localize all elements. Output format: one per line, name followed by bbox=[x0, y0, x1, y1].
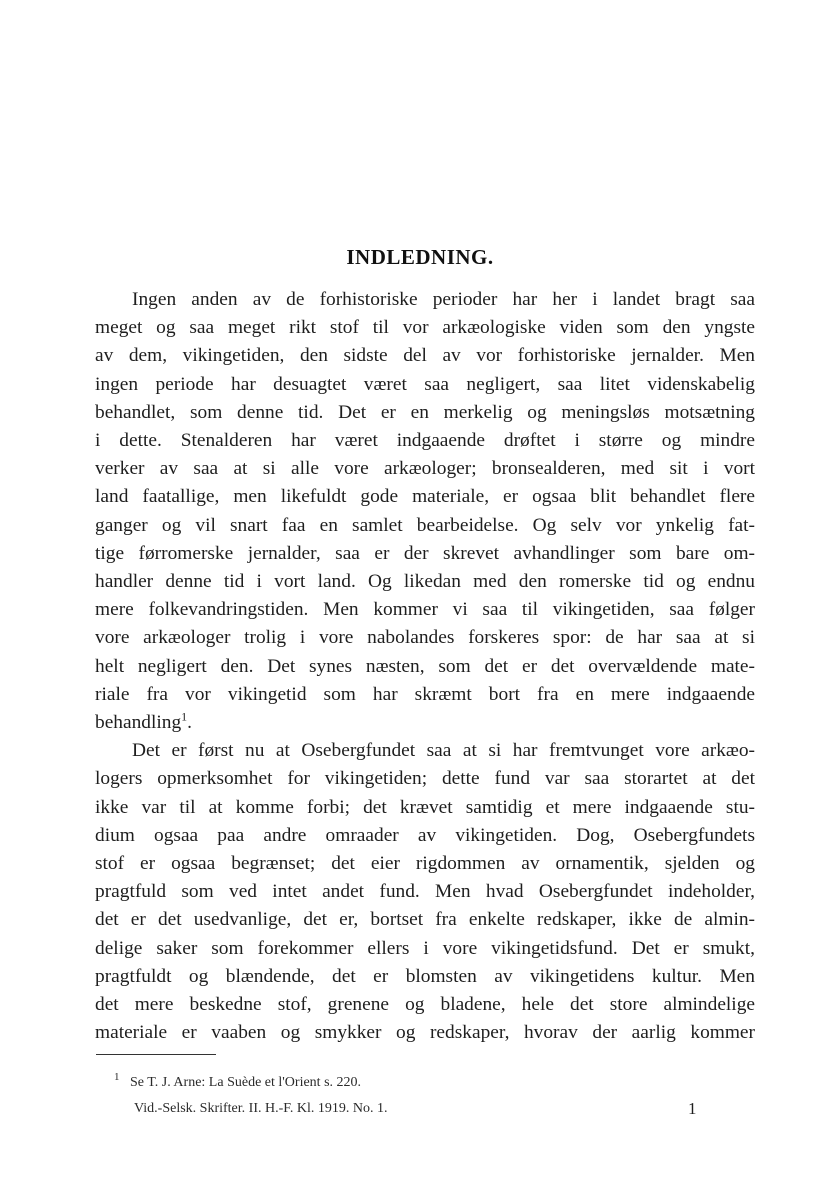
text-line bbox=[95, 512, 755, 540]
footnote: 1 Se T. J. Arne: La Suède et l'Orient s. 220. bbox=[114, 1071, 362, 1090]
text-line bbox=[95, 371, 755, 399]
text-line-content: dium ogsaa paa andre omraader av vikingetiden. Dog, Osebergfundets bbox=[95, 824, 755, 846]
text-line bbox=[95, 794, 755, 822]
text-line bbox=[95, 963, 755, 991]
text-line-content: pragtfuldt og blændende, det er blomsten av vikingetidens kultur. Men bbox=[95, 965, 755, 987]
footnote-text: Se T. J. Arne: La Suède et l'Orient s. 220. bbox=[130, 1075, 362, 1090]
text-line bbox=[95, 765, 755, 793]
text-line-content: behandling bbox=[95, 712, 182, 733]
text-line bbox=[95, 399, 755, 427]
text-line bbox=[95, 681, 755, 709]
text-line bbox=[95, 822, 755, 850]
text-line-content: ganger og vil snart faa en samlet bearbeidelse. Og selv vor ynkelig fat- bbox=[95, 514, 755, 536]
text-line bbox=[95, 455, 755, 483]
text-line-content: behandlet, som denne tid. Det er en merkelig og meningsløs motsætning bbox=[95, 401, 755, 423]
text-line bbox=[132, 286, 755, 314]
text-line bbox=[95, 427, 755, 455]
text-line bbox=[95, 935, 755, 963]
text-line bbox=[95, 568, 755, 596]
text-line-content: pragtfuld som ved intet andet fund. Men hvad Osebergfundet indeholder, bbox=[95, 881, 755, 903]
text-line bbox=[132, 737, 755, 765]
text-line bbox=[95, 878, 755, 906]
chapter-heading: INDLEDNING. bbox=[346, 245, 494, 269]
text-line-content: av dem, vikingetiden, den sidste del av vor forhistoriske jernalder. Men bbox=[95, 345, 755, 367]
text-line-content: ikke var til at komme forbi; det krævet samtidig et mere indgaaende stu- bbox=[95, 796, 755, 818]
text-line bbox=[95, 540, 755, 568]
text-line-content: logers opmerksomhet for vikingetiden; dette fund var saa storartet at det bbox=[95, 768, 755, 790]
text-line-content: det mere beskedne stof, grenene og bladene, hele det store almindelige bbox=[95, 994, 755, 1015]
text-line bbox=[95, 342, 755, 370]
text-line-content: i dette. Stenalderen har været indgaaende drøftet i større og mindre bbox=[95, 430, 755, 451]
text-line bbox=[95, 991, 755, 1019]
text-line bbox=[95, 483, 755, 511]
text-line: behandling$^1$. bbox=[95, 709, 193, 733]
text-line-content: delige saker som forekommer ellers i vore vikingetidsfund. Det er smukt, bbox=[95, 937, 755, 959]
text-line-content: verker av saa at si alle vore arkæologer; bronsealderen, med sit i vort bbox=[95, 458, 755, 480]
page-number: 1 bbox=[688, 1099, 697, 1118]
text-line-content: helt negligert den. Det synes næsten, som det er det overvældende mate- bbox=[95, 655, 755, 677]
text-line-content: stof er ogsaa begrænset; det eier rigdommen av ornamentik, sjelden og bbox=[95, 853, 755, 874]
text-line-content: ingen periode har desuagtet været saa negligert, saa litet videnskabelig bbox=[95, 373, 755, 395]
text-line-content: Ingen anden av de forhistoriske perioder har her i landet bragt saa bbox=[132, 289, 755, 310]
text-line-content: vore arkæologer trolig i vore nabolandes forskeres spor: de har saa at si bbox=[95, 627, 755, 649]
text-line-content: tige førromerske jernalder, saa er der skrevet avhandlinger som bare om- bbox=[95, 542, 755, 564]
footnote-divider bbox=[96, 1054, 216, 1055]
text-line bbox=[95, 314, 755, 342]
text-line bbox=[95, 596, 755, 624]
text-line bbox=[95, 653, 755, 681]
text-line-content: meget og saa meget rikt stof til vor arkæologiske viden som den yngste bbox=[95, 317, 755, 339]
footnote-reference: 1 bbox=[181, 709, 188, 724]
text-line-content: det er det usedvanlige, det er, bortset fra enkelte redskaper, ikke de almin- bbox=[95, 909, 755, 931]
text-line-content: handler denne tid i vort land. Og likedan med den romerske tid og endnu bbox=[95, 571, 755, 592]
text-line bbox=[95, 906, 755, 934]
text-line-content: land faatallige, men likefuldt gode materiale, er ogsaa blit behandlet flere bbox=[95, 486, 755, 508]
text-line-content: riale fra vor vikingetid som har skræmt bort fra en mere indgaaende bbox=[95, 683, 755, 705]
text-line bbox=[95, 624, 755, 652]
text-line-content: mere folkevandringstiden. Men kommer vi saa til vikingetiden, saa følger bbox=[95, 599, 755, 621]
text-line-content: materiale er vaaben og smykker og redskaper, hvorav der aarlig kommer bbox=[95, 1022, 755, 1044]
text-line bbox=[95, 1019, 755, 1047]
signature-line: Vid.-Selsk. Skrifter. II. H.-F. Kl. 1919. No. 1. bbox=[134, 1101, 388, 1116]
text-line bbox=[95, 850, 755, 878]
text-line-content: Det er først nu at Osebergfundet saa at si har fremtvunget vore arkæo- bbox=[132, 740, 755, 762]
